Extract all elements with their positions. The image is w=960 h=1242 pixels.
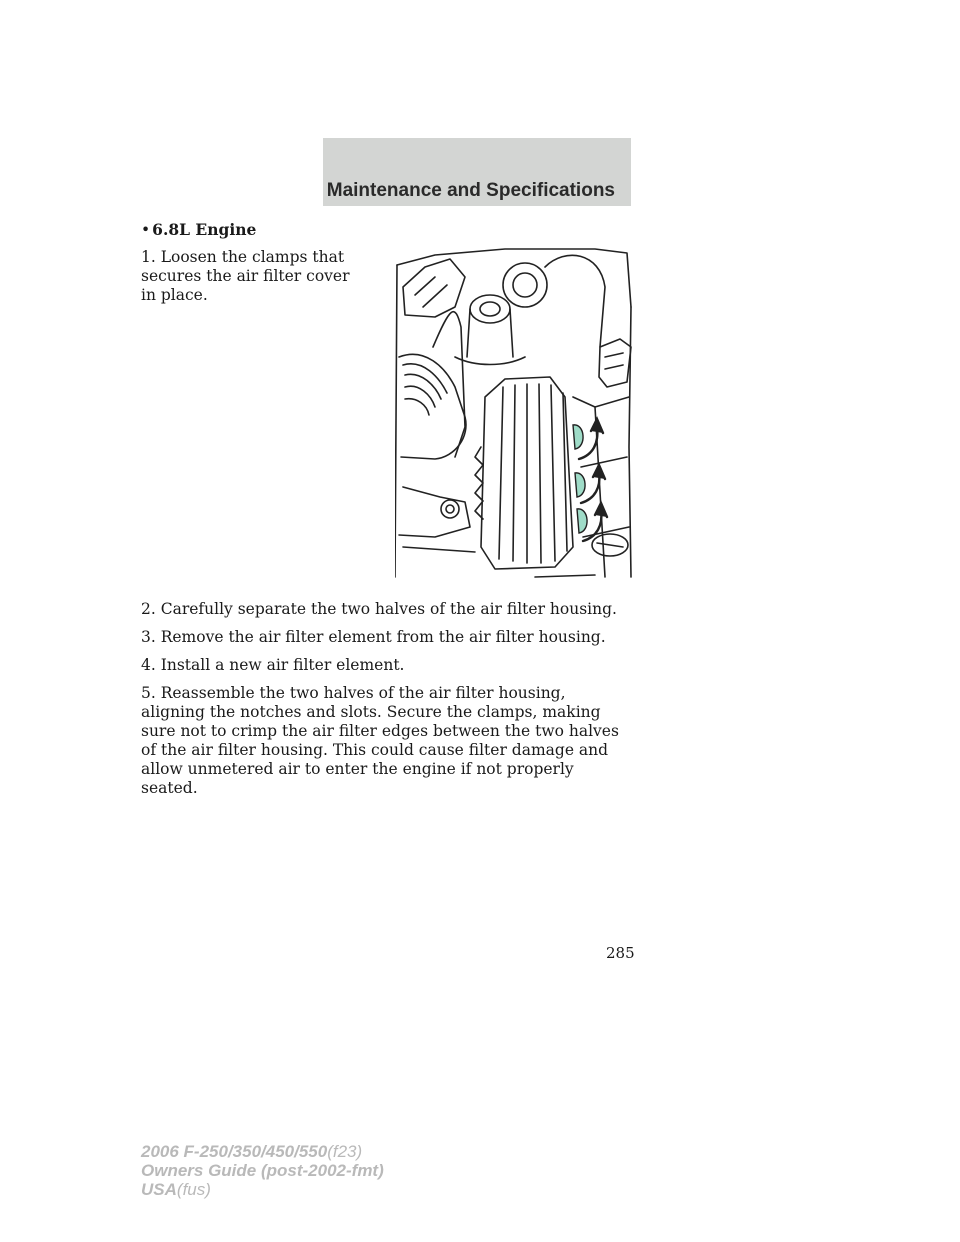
clamp-middle xyxy=(575,473,585,497)
engine-heading-text: 6.8L Engine xyxy=(152,220,257,239)
step-3-text: 3. Remove the air filter element from the air filter housing. xyxy=(141,628,606,646)
page-number: 285 xyxy=(606,944,635,962)
clamp-bottom xyxy=(577,509,587,533)
footer-market-code: (fus) xyxy=(176,1180,211,1199)
engine-bullet-heading xyxy=(141,220,636,240)
step-5-text: 5. Reassemble the two halves of the air filter housing, aligning the notches and slots. Secure the clamps, making sure not to crimp the air filter edges between the two halves of the air filter housing. This could cause filter damage and allow unmetered air to enter the engine if not properly seated. xyxy=(141,684,619,797)
footer-model-code: (f23) xyxy=(327,1142,363,1161)
air-filter-housing-illustration xyxy=(395,247,633,587)
document-footer xyxy=(141,1142,384,1199)
bullet-symbol: • xyxy=(141,221,151,239)
section-header-band xyxy=(323,138,631,206)
footer-model: 2006 F-250/350/450/550 xyxy=(141,1142,328,1161)
footer-market: USA xyxy=(141,1180,177,1199)
footer-line-2: Owners Guide (post-2002-fmt) xyxy=(141,1161,384,1180)
step-2-text: 2. Carefully separate the two halves of the air filter housing. xyxy=(141,600,617,618)
clamp-top xyxy=(573,425,583,449)
housing-clamps xyxy=(573,425,587,533)
footer-line-3 xyxy=(141,1180,384,1199)
step-4-text: 4. Install a new air filter element. xyxy=(141,656,405,674)
section-title: Maintenance and Specifications xyxy=(326,180,615,201)
step-1-text: 1. Loosen the clamps that secures the air filter cover in place. xyxy=(141,248,350,304)
footer-line-1 xyxy=(141,1142,384,1161)
